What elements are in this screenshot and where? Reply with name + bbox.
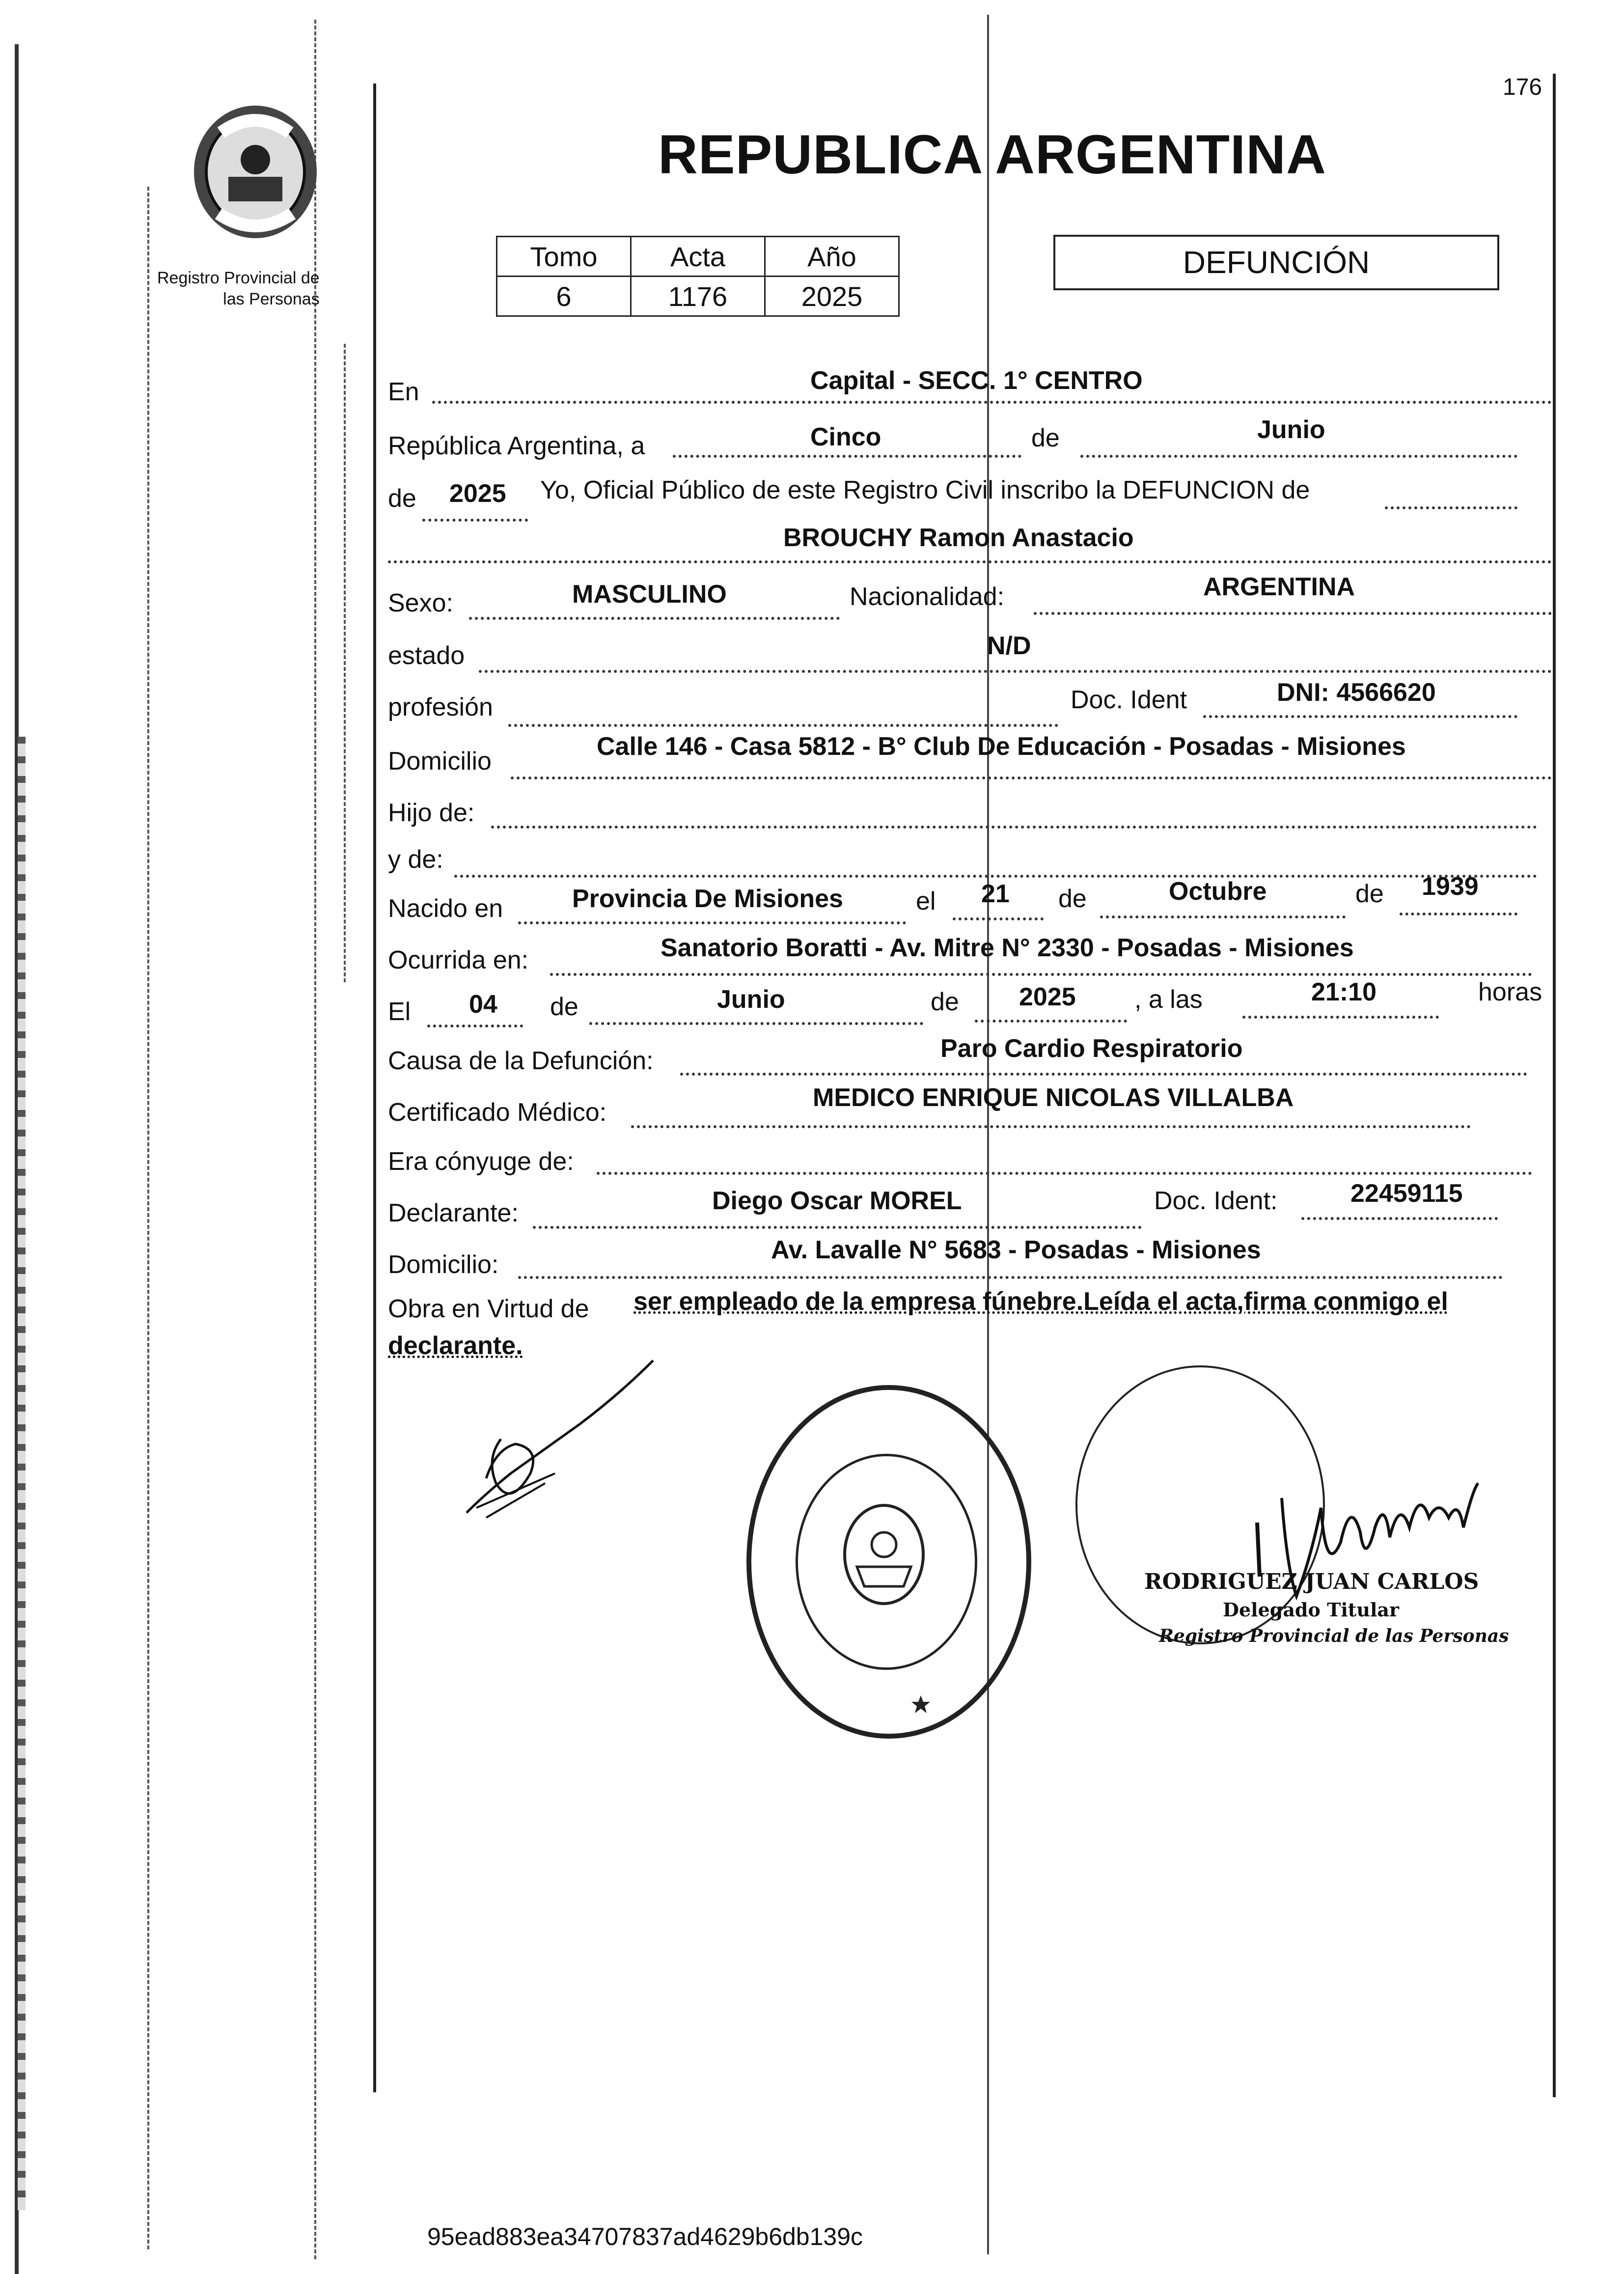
document-hash: 95ead883ea34707837ad4629b6db139c [427, 2223, 863, 2250]
acta-value: 1176 [631, 277, 765, 316]
profesion-label: profesión [388, 693, 493, 721]
profesion-fill [508, 701, 1058, 727]
anio-value: 2025 [765, 277, 899, 316]
birth-month-value: Octubre [1169, 877, 1267, 906]
el2-label: El [388, 998, 411, 1026]
form-right-border [1553, 74, 1556, 2097]
conyuge-label: Era cónyuge de: [388, 1147, 574, 1176]
de3-label: de [1058, 885, 1087, 913]
declarante-value: Diego Oscar MOREL [712, 1187, 962, 1215]
page-title: REPUBLICA ARGENTINA [658, 124, 1326, 185]
hijo-label: Hijo de: [388, 799, 475, 827]
domicilio-label: Domicilio [388, 747, 492, 776]
acta-header: Acta [631, 237, 765, 277]
month-value: Junio [1257, 416, 1325, 444]
de4-label: de [1355, 880, 1384, 908]
republica-label: República Argentina, a [388, 432, 645, 460]
death-time-value: 21:10 [1311, 978, 1376, 1006]
yde-label: y de: [388, 845, 443, 874]
nacido-label: Nacido en [388, 894, 503, 923]
year-value: 2025 [449, 479, 506, 508]
inscribo-fill [1385, 484, 1517, 509]
doc-ident-label: Doc. Ident [1071, 686, 1187, 714]
margin-dash-2 [314, 20, 316, 2259]
de2-label: de [388, 484, 416, 513]
estado-label: estado [388, 641, 465, 670]
sexo-label: Sexo: [388, 589, 453, 617]
nacionalidad-label: Nacionalidad: [850, 582, 1005, 611]
inscribo-text: Yo, Oficial Público de este Registro Civil inscribo la DEFUNCION de [540, 476, 1310, 504]
conyuge-fill [597, 1149, 1532, 1175]
registry-label-line1: Registro Provincial de [157, 269, 320, 287]
doc-ident2-label: Doc. Ident: [1154, 1187, 1278, 1215]
estado-value: N/D [987, 632, 1031, 660]
de5-label: de [550, 993, 578, 1021]
doc-ident2-value: 22459115 [1350, 1179, 1463, 1208]
tomo-acta-table [496, 236, 900, 317]
death-day-value: 04 [469, 990, 497, 1019]
official-name: RODRIGUEZ JUAN CARLOS [1144, 1569, 1479, 1594]
horas-label: horas [1478, 978, 1542, 1006]
domicilio2-label: Domicilio: [388, 1250, 499, 1279]
doc-ident-value: DNI: 4566620 [1277, 678, 1436, 707]
birth-year-value: 1939 [1422, 872, 1479, 901]
yde-fill [454, 852, 1537, 878]
official-registry: Registro Provincial de las Personas [1159, 1626, 1509, 1646]
obra-value-line2: declarante. [388, 1331, 523, 1360]
certificado-label: Certificado Médico: [388, 1098, 607, 1127]
ocurrida-value: Sanatorio Boratti - Av. Mitre N° 2330 - Posadas - Misiones [661, 934, 1354, 962]
tomo-header: Tomo [497, 237, 631, 277]
official-role: Delegado Titular [1223, 1599, 1400, 1621]
de-label: de [1031, 424, 1060, 452]
domicilio2-value: Av. Lavalle N° 5683 - Posadas - Misiones [771, 1236, 1261, 1264]
el-label: el [916, 887, 936, 915]
declarante-label: Declarante: [388, 1199, 519, 1227]
causa-label: Causa de la Defunción: [388, 1047, 654, 1075]
tomo-value: 6 [497, 277, 631, 316]
domicilio-value: Calle 146 - Casa 5812 - B° Club De Educación - Posadas - Misiones [597, 732, 1406, 761]
page-number: 176 [1503, 74, 1542, 100]
de6-label: de [931, 988, 959, 1016]
deceased-name-value: BROUCHY Ramon Anastacio [783, 524, 1134, 552]
registry-label [157, 268, 320, 309]
declarant-signature [457, 1351, 663, 1537]
stamp-coat-of-arms-icon [835, 1493, 933, 1616]
day-value: Cinco [810, 423, 881, 451]
form-left-border [373, 83, 376, 2092]
margin-dash-3 [344, 344, 346, 982]
nacionalidad-value: ARGENTINA [1203, 573, 1355, 601]
obra-value-line1: ser empleado de la empresa fúnebre.Leída el acta,firma conmigo el [633, 1287, 1448, 1316]
margin-dash-1 [147, 187, 149, 2249]
stamp-star-icon [911, 1694, 931, 1714]
hijo-fill [491, 803, 1537, 829]
obra-label: Obra en Virtud de [388, 1295, 589, 1323]
left-scan-noise [18, 737, 26, 2210]
registry-label-line2: las Personas [223, 289, 320, 308]
death-month-value: Junio [717, 985, 785, 1014]
anio-header: Año [765, 237, 899, 277]
en-label: En [388, 378, 419, 406]
record-type-box: DEFUNCIÓN [1053, 235, 1499, 290]
ocurrida-label: Ocurrida en: [388, 946, 529, 974]
certificado-value: MEDICO ENRIQUE NICOLAS VILLALBA [813, 1083, 1294, 1112]
en-value: Capital - SECC. 1° CENTRO [810, 366, 1143, 395]
scan-fold-line [987, 15, 989, 2254]
birth-day-value: 21 [981, 880, 1010, 908]
causa-value: Paro Cardio Respiratorio [940, 1034, 1243, 1063]
death-year-value: 2025 [1019, 983, 1076, 1011]
sexo-value: MASCULINO [572, 580, 727, 609]
alas-label: , a las [1134, 985, 1203, 1014]
province-coat-of-arms-logo [182, 98, 329, 246]
nacido-value: Provincia De Misiones [572, 885, 843, 913]
